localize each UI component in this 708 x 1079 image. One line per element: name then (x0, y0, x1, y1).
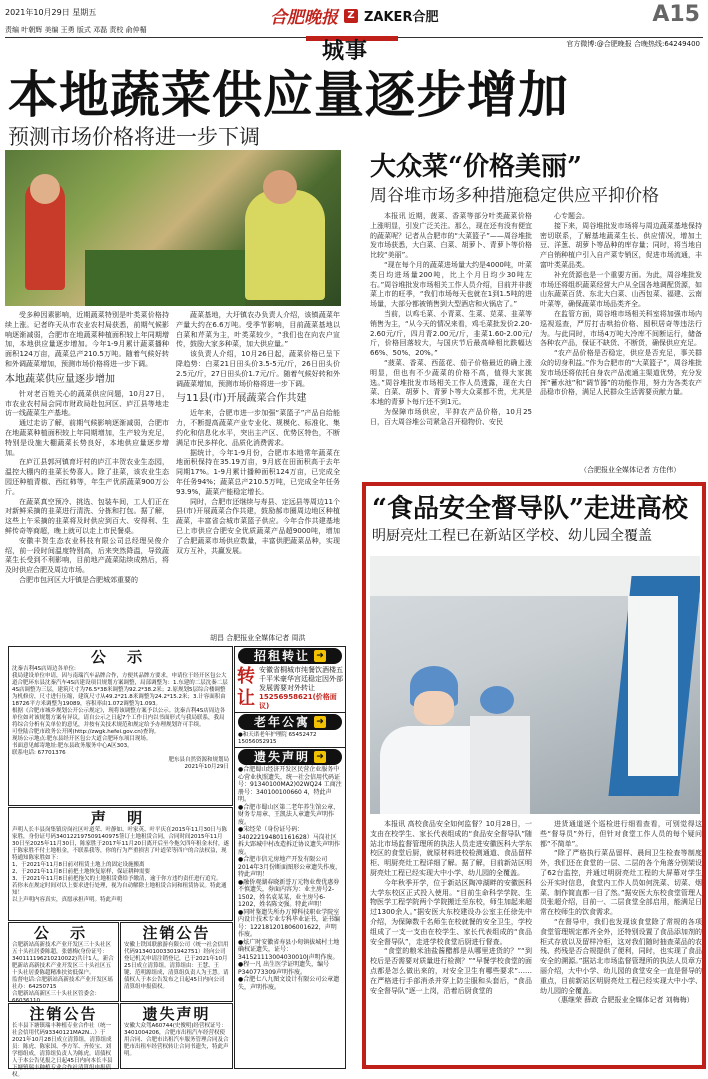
feature-subtitle: 明厨亮灶工程已在新站区学校、幼儿园全覆盖 (372, 528, 652, 544)
section-title: 城事 (322, 39, 369, 64)
arrow-icon: ➜ (314, 751, 326, 763)
market-column-2: 心专题会。 接下来，周谷堆批发市场将与周边蔬菜基地保持密切联系，了解基地蔬菜生长、供应情况，增加土豆、洋葱、胡萝卜等品种的库存量；同时，将当地自产自销种植户引入自产菜专销区，促进市场流通，丰富叶类菜品类。 补充货源也是一个重要方面。为此，周谷堆批发市场还将组织蔬菜经营大户从全国各地调配货源，如山东蔬菜百货、东北大白菜、山西包菜、福建、云南叶菜等，确保蔬菜市场品类齐全。 在监管方面，周谷堆市场相关科室将加强市场内巡视巡查，严厉打击哄抬价格、囤积居奇等违法行为。与此同时，市场4万吨大冷库不间断运行，储备各种农产品，保证不缺货、不断货，确保供应充足。 “农产品价格是否稳定，供应是否充足，事关群众的切身利益。”作为合肥市的“大菜篮子”，周谷堆批发市场还将依托自身农产品流通主渠道优势，充分发挥“蓄水池”和“调节器”的功能作用，努力为各类农产品稳市价格，满足人民群众生活需要贡献力量。 (540, 212, 702, 397)
public-notice-ad: 公 示 沈秦吉利4S店周边各单位: 我局建设单位申请，因与南瑞汽车品牌合作，方便其品牌方要求，申请位于经开区包公大道合肥环东县沈秦汽车4S店建设项目规划方案调整，局部调整为：1.东建的二层沈秦二层4S店调整为三层，建筑尺寸为76.5*38米调整为92.2*38.2米；2.原规划5层综合楼调整为机修房，尺寸进行压缩，建筑尺寸从49.2*21.8米调整为24.2*15.2米；3.计容面积由18726平方米调整为19089，容积率由1.072调整为1.093。 根据《合肥市城乡规划公开公示规定》，现将该调整方案予以公示。沈秦吉利4S店周边各单位如对该规划方案有异议，请自公示之日起7个工作日内以书面形式与我局联系，我局将综合分析有关单位的意见，并按有关技术规范和规定给予办理规划许可手续。 可登陆合肥市政务公开网(http://zwgk.hefei.gov.cn)查询。 现场公示地点:肥东县经开区包公大道合肥环东项目现场。 书面意见邮寄地址:肥东县政务服务中心A区303。 联系电话: 67701376 肥东县自然资源和规划局 2021年10月29日 (8, 646, 233, 806)
lead-headline: 本地蔬菜供应量逐步增加 (8, 65, 569, 124)
page-number: A15 (652, 2, 700, 27)
feature-column-2: 进货通道逐个巡检进行细看查看，可别觉得这些“督导员”外行，但针对食堂工作人员的每个疑问都“不简单”。 “除了严格执行菜品留样、晨间卫生检查等制度外，我们还在食堂的一层、二层的各个角落分别架设了62台监控，并通过明厨亮灶工程的大屏幕对学生公开实时信息，食堂内工作人员如何洗菜、切菜、烟菜、制作简直都一目了然。”据安医大东校食堂管理人员张超介绍，目前一、二层食堂全部启用，能满足日常在校师生的饮食需求。 “在督导中，我们也发现该食堂除了常规的各项食堂管理规定都齐全外，还特别设置了食品添加剂的柜式存放以及留样冷柜，这对我们随时抽查菜品的农残、药残是否合规提供了便利，同时，也实现了食品安全的溯源。”据站北市场监督管理所的执法人员章方丽介绍，大中小学、幼儿园的食堂安全一直是督导的重点，目前新站区明厨亮灶工程已经实现大中小学、幼儿园的全覆盖。 （惠继荣 薛政 合肥报业全媒体记者 刘梅梅） (540, 820, 702, 1005)
lead-subheading-1: 本地蔬菜供应量逐步增加 (5, 373, 115, 385)
senior-apartment-header: 老年公寓 ➜ (238, 714, 342, 730)
canteen-inspection-photo (370, 556, 700, 814)
rent-transfer-header: 招租转让 ➜ (238, 648, 342, 664)
vegetable-workers-photo (5, 150, 341, 306)
arrow-icon: ➜ (314, 650, 326, 662)
lead-column-1: 受多种因素影响，近期蔬菜特别是叶类菜价格持续上涨。记者昨天从市农业农村局获悉，前期气候影响逐渐减弱，合肥市在地蔬菜种植面积较上年同期增加，本地供应量逐步增加。今年1-9月累计蔬菜播种面积124万亩，蔬菜总产210.5万吨。随着气候好转和外调蔬菜增加，预测市场价格将进一步下调。 本地蔬菜供应量逐步增加 针对老百姓关心的蔬菜供应问题，10月27日，市农业农村局会同市财政局赴包河区、庐江县等地走访一线蔬菜生产基地。 通过走访了解，前期气候影响逐渐减弱，合肥市在地蔬菜种植面积较上年同期增加，生产较为充足，特别是设施大棚蔬菜长势良好，本地供应量逐步增加。 在庐江县郭河镇育圩村的庐江丰贺农业生态园，温控大棚内的韭菜长势喜人。除了韭菜，该农业生态园还种植青椒、西红柿等，年生产优质蔬菜900万公斤。 在蔬菜真空预冷、挑选、包装车间，工人们正在对新鲜采摘的韭菜进行清洗、分拣和打包。据了解，这些上午采摘的韭菜将及时供应到百大、安得利、生鲜传奇等商超，晚上就可以走上市民餐桌。 安徽丰贺生态农业科技有限公司总经理吴俊介绍，前一段时间温度特别高，后来突然降温，导致蔬菜生长受到不利影响，目前地产蔬菜陆续成熟后，将及时供应合肥及周边市场。 合肥市包河区大圩镇是合肥城郊重要的 (5, 311, 169, 584)
lost-statement-header: 遗失声明 ➜ (238, 749, 342, 765)
deregistration-notice-1-ad: 注销公告 安徽上铁国联旅游有限公司（统一社会信用代码913401003301942751）经向公司登记机关申请注销登记，已于2021年10月25日成立清算组。清算组由：王慧、王键、范明源组成，清算组负责人为王慧。请债权人于本公告发布之日起45日内向公司清算组申报债权。 (120, 922, 233, 1002)
newspaper-logo: 合肥晚报 (270, 8, 338, 28)
market-subtitle: 周谷堆市场多种措施稳定供应平抑价格 (370, 186, 659, 206)
issue-date: 2021年10月29日 星期五 (5, 8, 97, 17)
staff-credits: 责编 叶朝辉 美编 王勇 版式 邓磊 责校 俞仲楣 (5, 26, 147, 34)
public-notice-2-ad: 公 示 合肥新站高新技术产业开发区三十头社区五十头社居委陈超，张德梅(身份证号：340111196210210022)共计1人，新合肥新站高新技术产业开发区三十头社区五十头社居委陈超精准扶贫低保户。 监督电话:合肥新站高新技术产业开发区瑶社办：64250715 合肥新站高新区三十头社区管委会：66036110 (8, 922, 119, 1002)
lead-subheading-2: 与11县(市)开展蔬菜合作共建 (176, 393, 307, 405)
statement-ad: 声 明 声明人长丰县岗集镇房岗社区叶道荣、叶静如、叶家英、叶平庆在2015年11月30日与陈家胜，身份证号码340122197509140975签订土地租赁合同，合同时间2015年11月30日至2025年11月30日，陈家胜于2017年11月20日离开后至今拖欠四年租金未付，遂于陈家胜不付土地租金，不联系我等，你的行为严重损害了叶道荣等四户的合法权益，现特通知陈家胜如下： 1、于2021年11月8日前对租赁土地上的固定设施搬离 2、于2021年11月8日前把土地恢复原样，保证耕种需要 3、于2021年11月8日前把拖欠的土地租赁费给予缴清，逾于你方违约责任进行追究。 若你未在规定时间对以上要求进行处理，视为自动解除土地租赁合同和租赁协议。特此通知！ 以上声明内容真实，真愿承担声明。特此声明 (8, 807, 233, 921)
deregistration-notice-2-ad: 注销公告 长丰县下塘镇瑞丰种植专业合作社（统一社会信用代码93340121MA2N...）于2021年10月28日成立清算组，清算组成员：陈虎、陈家国、李方军、齐传宝、刘学德组成，清算组负责人为陈虎。请债权人于本公告见报之日起45日内向本长丰县下塘镇瑞丰种植专业合作社清算组申报债权。 (8, 1003, 119, 1069)
market-byline: （合肥报业全媒体记者 方佳伟） (580, 466, 681, 474)
feature-headline: “食品安全督导队”走进高校 (372, 494, 688, 524)
market-headline: 大众菜“价格美丽” (370, 152, 582, 182)
lead-subtitle: 预测市场价格将进一步下调 (8, 125, 260, 149)
arrow-icon: ➜ (314, 716, 326, 728)
feature-column-1: 本报讯 高校食品安全如何监督？10月28日，一支由在校学生、家长代表组成的“食品安全督导队”随站北市场监督管理所的执法人员走进安徽医科大学东校区的食堂后厨，就原材料进校检测通道、食品留样柜、明厨亮灶工程详细了解。据了解，目前新站区明厨亮灶工程已经实现大中小学、幼儿园的全覆盖。 今年秋季开学，位于新站区陶冲湖畔的安徽医科大学东校区正式投入使用。“目前生命科学学院、生物医学工程学院两个学院搬迁至东校，师生加起来超过1300余人。”据安医大东校建设办公室主任徐先中介绍，为保障数千名师生在校就餐的安全卫生，学校组成了一支一支由在校学生、家长代表组成的“食品安全督导队”，走进学校食堂后厨进行督查。 “食堂的粮米油盐酱醋都是从哪里进货的？”“到校后是否需要对质量进行检测？”“早餐学校食堂的面点都是怎么做出来的，对安全卫生有哪些要求”……在严格进行手部消杀并穿上防尘服和头套后，“食品安全督导队”逐一上岗，沿着后厨食堂的 (370, 820, 532, 995)
classified-ads-column: 招租转让 ➜ 转让 安徽省桐城市纯餐饮酒楼五千平米豪华宫廷稳定因外部发展需要对外转让 15256958621(价格面议) 老年公寓 ➜ ●和天诺老年护理院 65452472 15056052915 遗失声明 ➜ ●合肥蜀山经济开发区民营企业服务中心营业执照遗失，统一社会信用代码证号：91340100MA2)02WQ24 工商注册号：340100100660 4，特此声明。 ●合肥市蜀山区第二老年养生馆公章、财务专用章、王凯法人章遗失声明作废。 ●宋经荣（身份证号码：340222194801161628）马岗社区拆大郢城中村改造拆迁协议遗失声明作废。 ●合肥市信元房地产开发有限公司2014年3月份断面图形公章遗失作废，特此声明！ ●融侨观湖春晓新誉万元物业费优惠券不慎遗失，券面内容为：业主房号2-1502，姓名袁某某，业主房号6-1202，姓名陈文强。特此声明！ ●同时鉴遗失所办万博科技职业学院室内设计技术专业专科毕业证书，证书编号：122181201806001622，声明作废。 ●炫广时安徽省寿县小甸镇拔城村土地确权证遗失，证号：341521113004030010J声明作废。 ●程一凡 出生医学证明遗失，编号P340773309声明作废。 ●合肥七八九图文设计有限公司公章遗失，声明作废。 (234, 646, 346, 1069)
lead-column-2: 蔬菜基地，大圩镇农办负责人介绍，该镇蔬菜年产量大约在6.6万吨。受季节影响，目前蔬菜基地以白菜和芹菜为主，叶类菜较少，“我们也在向农户宣传，鼓励大家多种菜，加大供应量。” 该负责人介绍，10月26日起，蔬菜价格已呈下降趋势：白菜21日田头价3.5-5元/斤，26日田头价2.5元/斤，27日田头价1.7元/斤。随着气候好转和外调蔬菜增加，预测市场价格将进一步下调。 与11县(市)开展蔬菜合作共建 近年来，合肥市进一步加强“菜篮子”产品自给能力，不断提高蔬菜产业专业化、规模化、标准化、集约化和信息化水平，突出主产区、优势区特色，不断满足市民多样化、品质化消费需求。 据统计，今年1-9月份，合肥市本地常年蔬菜在地面积保持在35.19万亩，9月底在田面积高于去年同期17%。1-9月累计播种面积124万亩，已完成全年任务94%；蔬菜总产210.5万吨，已完成全年任务93.9%，蔬菜产能稳定增长。 同时，合肥市还继续与寿县、定远县等周边11个县(市)开展蔬菜合作共建，鼓励郝市圈周边地区种植蔬菜，丰富省会城市菜篮子供应。今年合作共建基地已上市供应合肥安全优质蔬菜产品超9000吨，增加了合肥蔬菜市场供应数量，丰富供肥蔬菜品种，实现双方互补，共赢发展。 (176, 311, 340, 555)
lead-byline: 胡昌 合肥报业全媒体记者 周洪 (210, 634, 306, 642)
rent-phone: 15256958621(价格面议) (259, 693, 337, 710)
lost-notice-ad: 遗失声明 安徽大众驾A60744(史俊明)经营权证号：3401004206，合肥市出租汽车经营权使用合同、合肥市出租汽车服务管理合同及合肥市出租车经营权转让合同书遗失，特此声明。 (120, 1003, 233, 1069)
contact-info: 官方微博:@合肥晚报 合晚热线:64249400 (566, 40, 700, 48)
zaker-brand: ZAKER合肥 (364, 10, 439, 25)
zaker-logo-icon: Z (344, 9, 358, 23)
market-column-1: 本报讯 近期，菠菜、香菜等部分叶类蔬菜价格上涨明显，引发广泛关注。那么，现在还有没有便宜的蔬菜呢？记者从合肥市的“大菜篮子”——周谷堆批发市场获悉，大白菜、白菜、胡萝卜、青萝卜等价格比较“美丽”。 “现在每个月的蔬菜进场量大约是4000吨，叶菜类日均进场量200吨，比上个月日均少30吨左右。”周谷堆批发市场相关工作人员介绍，目前并非菠菜上市的旺季，“我们市场每天也就在1到1.5吨的进场量，大部分都被销售到大型酒店和火锅店了。” 当前，以鸡毛菜、小青菜、生菜、苋菜、韭菜等销售为主，“从今天的情况来看，鸡毛菜批发价2.20-2.60元/斤，四月青2.00元/斤，韭菜1.60-2.00元/斤，价格回落较大，与国庆节后最高峰相比跌幅达66%、50%、20%。” “菠菜、香菜、西蓝花、茄子价格最近的确上涨明显，但也有不少蔬菜的价格不高，值得大家挑选。”周谷堆批发市场相关工作人员透露，现在大白菜、白菜、胡萝卜、青萝卜等大众菜都不贵，尤其是本地的青萝卜每斤还不到1元。 为保障市场供应，平抑农产品价格，10月25日，百大周谷堆公司紧急召开稳物价、安民 (370, 212, 532, 426)
masthead (270, 3, 438, 28)
